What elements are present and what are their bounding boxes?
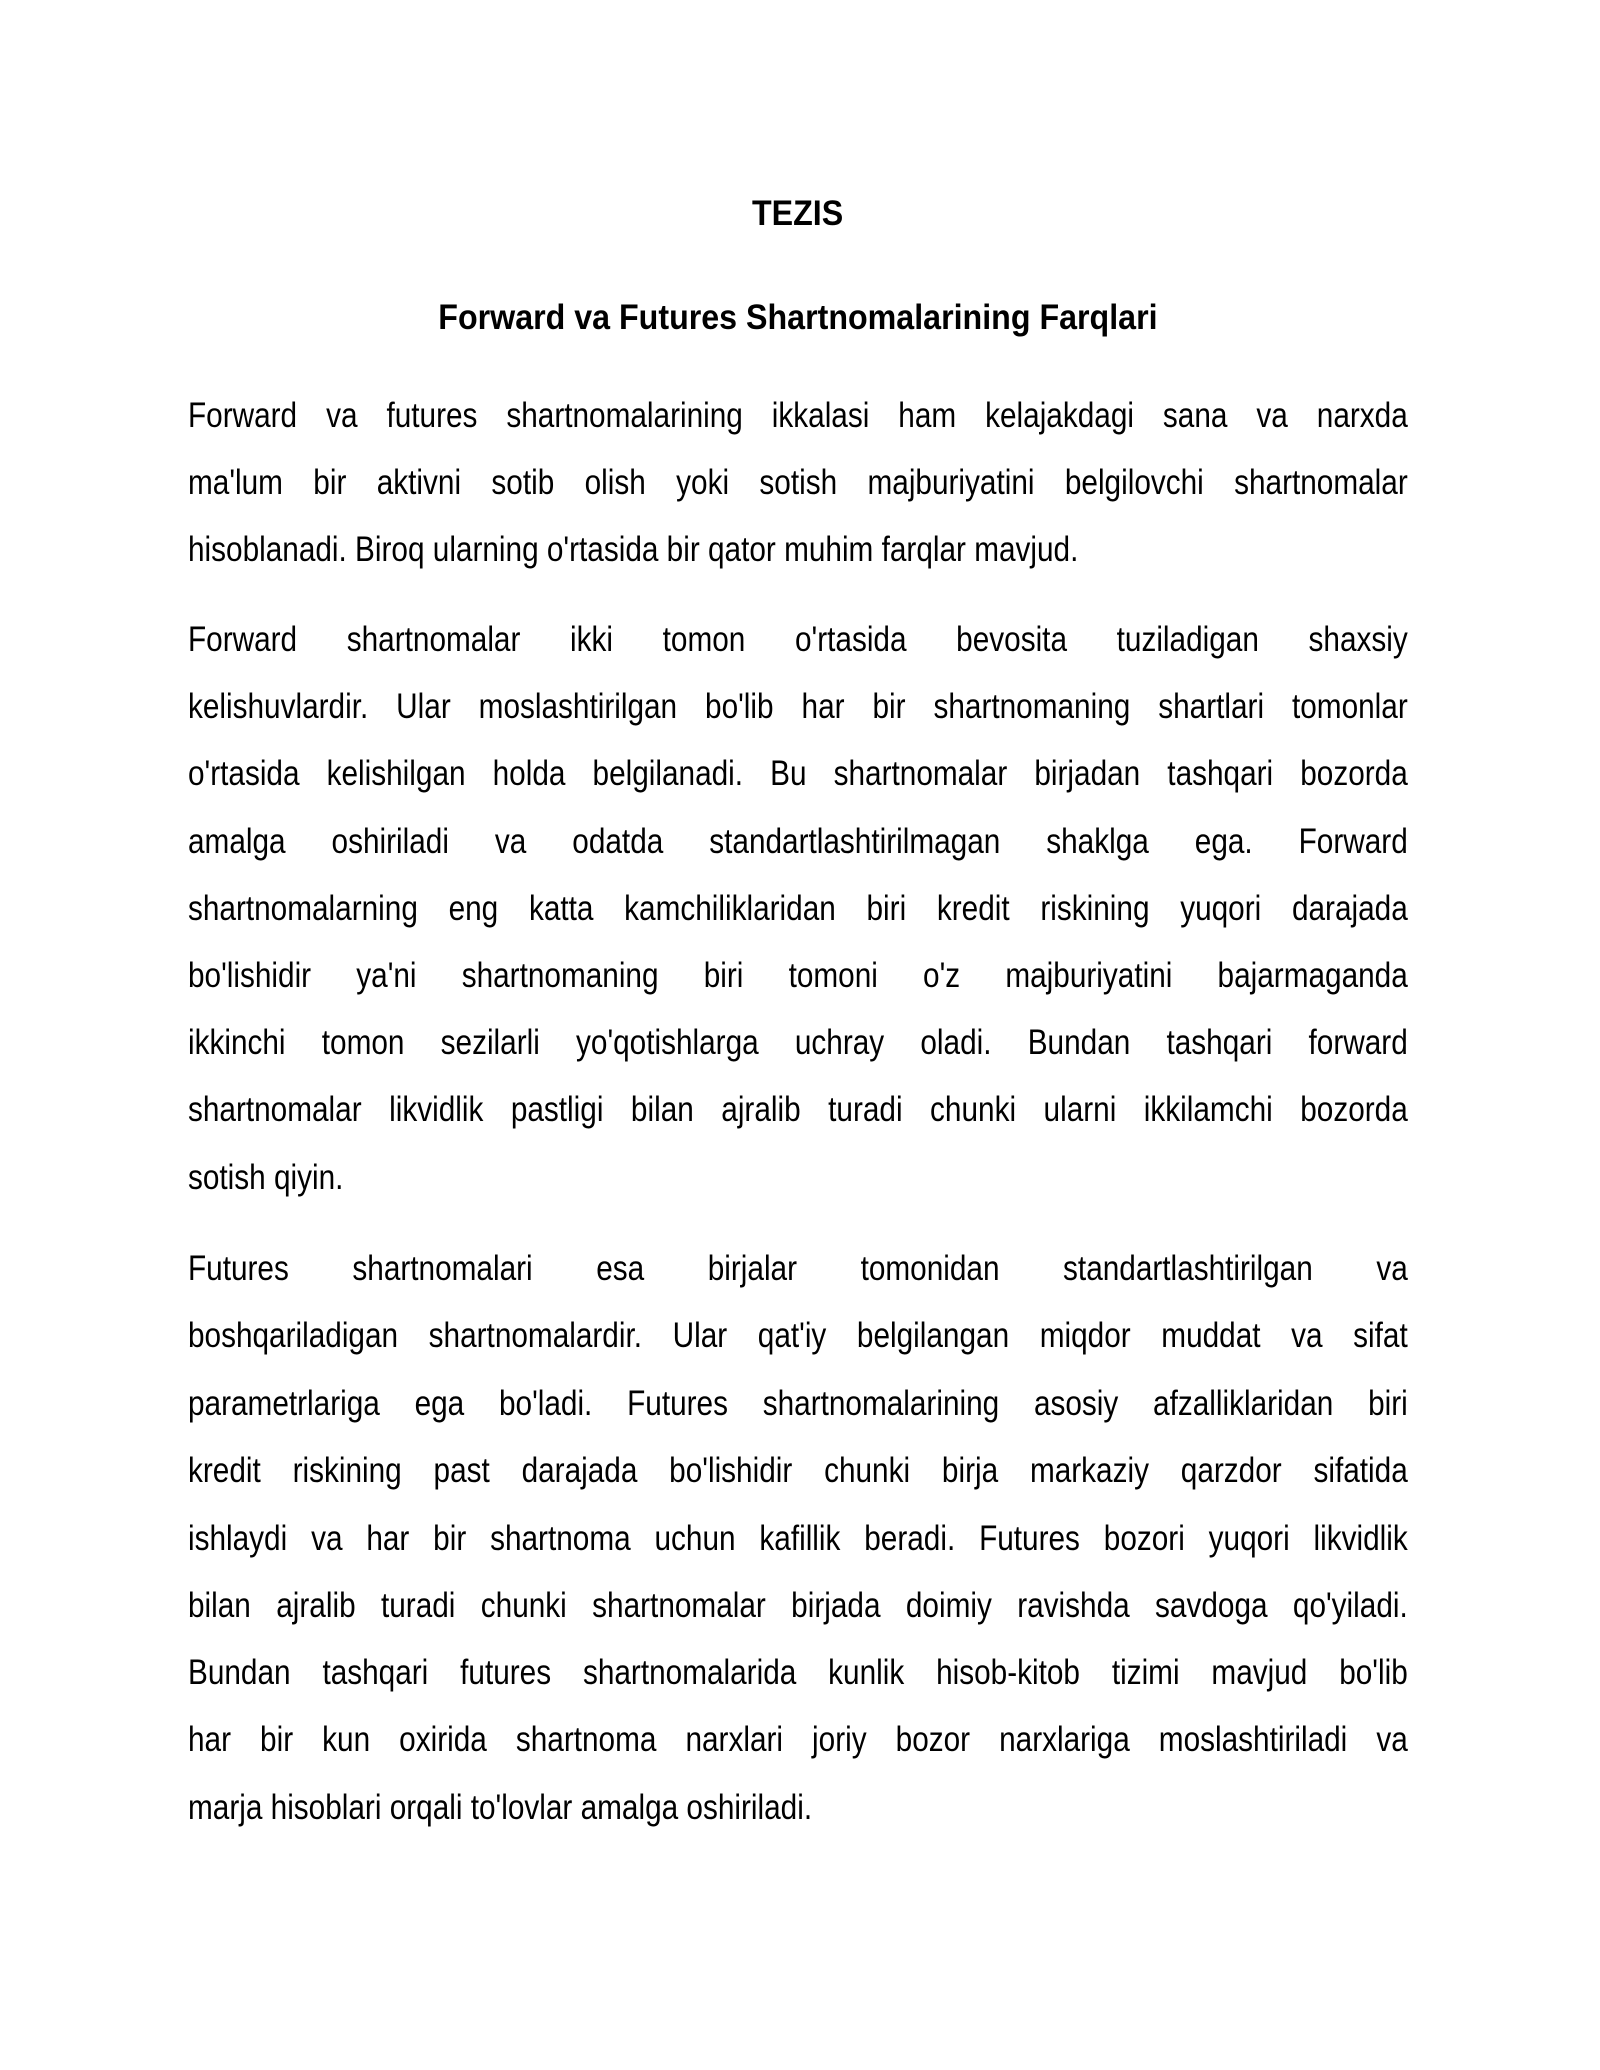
paragraph-line: ikkinchi tomon sezilarli yo'qotishlarga uchray oladi. Bundan tashqari forward [188, 1023, 1408, 1062]
paragraph-line: ma'lum bir aktivni sotib olish yoki sotish majburiyatini belgilovchi shartnomalar [188, 463, 1408, 502]
document-title [188, 300, 1408, 335]
paragraph-line: boshqariladigan shartnomalardir. Ular qat'iy belgilangan miqdor muddat va sifat [188, 1316, 1408, 1355]
paragraph-line: ishlaydi va har bir shartnoma uchun kafillik beradi. Futures bozori yuqori likvidlik [188, 1519, 1408, 1558]
document-label [188, 196, 1408, 231]
paragraph-line: o'rtasida kelishilgan holda belgilanadi. Bu shartnomalar birjadan tashqari bozorda [188, 754, 1408, 793]
paragraph-line: Futures shartnomalari esa birjalar tomonidan standartlashtirilgan va [188, 1249, 1408, 1288]
paragraph-line: sotish qiyin. [188, 1158, 344, 1197]
paragraph-line: shartnomalar likvidlik pastligi bilan ajralib turadi chunki ularni ikkilamchi bozorda [188, 1090, 1408, 1129]
paragraph-line: hisoblanadi. Biroq ularning o'rtasida bir qator muhim farqlar mavjud. [188, 530, 1079, 569]
paragraph-line: bilan ajralib turadi chunki shartnomalar birjada doimiy ravishda savdoga qo'yiladi. [188, 1586, 1408, 1625]
paragraph-line: Bundan tashqari futures shartnomalarida kunlik hisob-kitob tizimi mavjud bo'lib [188, 1653, 1408, 1692]
paragraph-line: amalga oshiriladi va odatda standartlashtirilmagan shaklga ega. Forward [188, 822, 1408, 861]
document-label-text: TEZIS [752, 194, 844, 233]
paragraph-line: marja hisoblari orqali to'lovlar amalga oshiriladi. [188, 1788, 813, 1827]
document-title-text: Forward va Futures Shartnomalarining Farqlari [438, 298, 1158, 337]
paragraph-line: Forward shartnomalar ikki tomon o'rtasida bevosita tuziladigan shaxsiy [188, 620, 1408, 659]
paragraph-line: kredit riskining past darajada bo'lishidir chunki birja markaziy qarzdor sifatida [188, 1451, 1408, 1490]
paragraph-line: parametrlariga ega bo'ladi. Futures shartnomalarining asosiy afzalliklaridan biri [188, 1384, 1408, 1423]
paragraph-line: Forward va futures shartnomalarining ikkalasi ham kelajakdagi sana va narxda [188, 396, 1408, 435]
paragraph-line: bo'lishidir ya'ni shartnomaning biri tomoni o'z majburiyatini bajarmaganda [188, 956, 1408, 995]
paragraph-line: shartnomalarning eng katta kamchiliklaridan biri kredit riskining yuqori darajada [188, 889, 1408, 928]
paragraph-line: har bir kun oxirida shartnoma narxlari joriy bozor narxlariga moslashtiriladi va [188, 1720, 1408, 1759]
paragraph-line: kelishuvlardir. Ular moslashtirilgan bo'lib har bir shartnomaning shartlari tomonlar [188, 687, 1408, 726]
